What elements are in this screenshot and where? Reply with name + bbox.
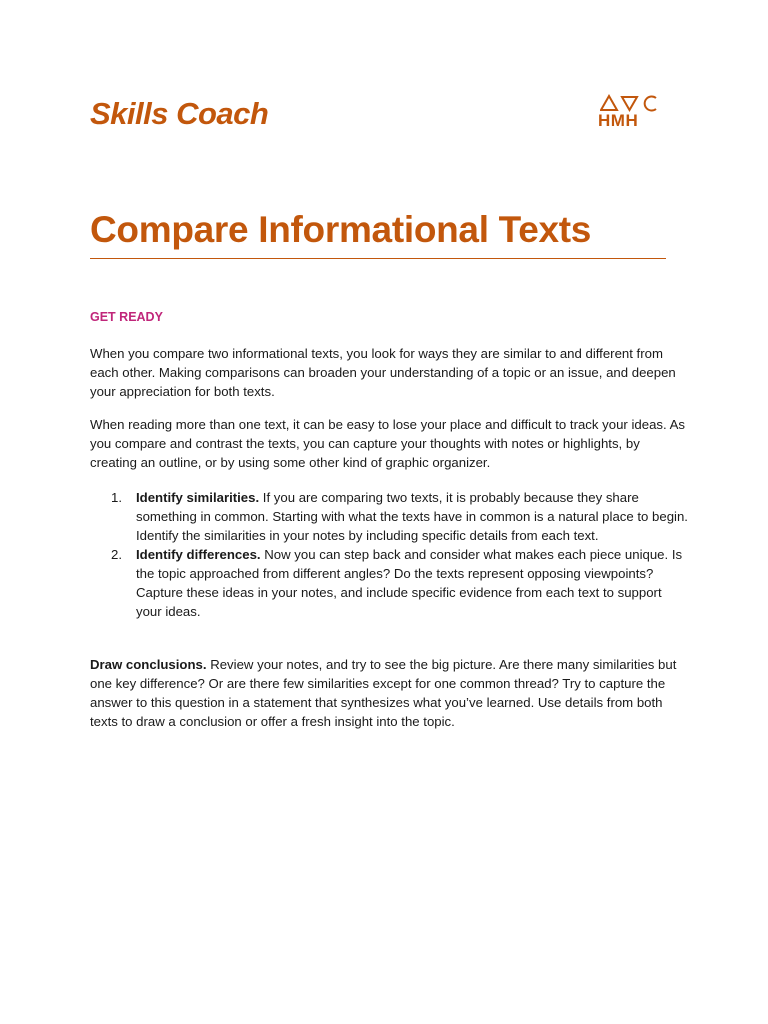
intro-paragraph: When you compare two informational texts, you look for ways they are similar to and different from each other. Making comparisons can broaden your understanding of a topic or an issue, and deepen your appreciation for both texts. — [90, 346, 676, 399]
list-item-text: Now you can step back and consider what makes each piece unique. Is the topic approached from different angles? Do the texts represent opposing viewpoints? Capture these ideas in your notes, and include specific evidence from each text to support your ideas. — [136, 547, 683, 619]
list-item-text: If you are comparing two texts, it is probably because they share something in common. Starting with what the texts have in common is a natural place to begin. Identify the similarities in your notes by including specific details from each text. — [136, 490, 688, 543]
conclusion-paragraph — [90, 655, 690, 731]
conclusion-text: Review your notes, and try to see the big picture. Are there many similarities but one key difference? Or are there few similarities except for one common thread? Try to capture the answer to this question in a statement that synthesizes what you’ve learned. Use details from both texts to draw a conclusion or offer a fresh insight into the topic. — [90, 657, 677, 729]
logo-text: HMH — [598, 111, 639, 130]
list-item — [90, 488, 690, 545]
logo-shapes-icon — [600, 94, 658, 112]
page-title: Compare Informational Texts — [90, 209, 592, 250]
conclusion-lead: Draw conclusions. — [90, 657, 207, 672]
list-number: 2. — [111, 547, 122, 562]
brand-title: Skills Coach — [90, 96, 269, 131]
list-item-lead: Identify similarities. — [136, 490, 260, 505]
hmh-logo — [598, 92, 658, 136]
steps-list — [90, 488, 690, 621]
list-number: 1. — [111, 490, 122, 505]
reading-paragraph: When reading more than one text, it can be easy to lose your place and difficult to track your ideas. As you compare and contrast the texts, you can capture your thoughts with notes or highlights, by creating an outline, or by using some other kind of graphic organizer. — [90, 417, 685, 470]
section-heading-get-ready: GET READY — [90, 310, 163, 324]
list-item — [90, 545, 690, 621]
title-divider — [90, 258, 666, 259]
list-item-lead: Identify differences. — [136, 547, 261, 562]
